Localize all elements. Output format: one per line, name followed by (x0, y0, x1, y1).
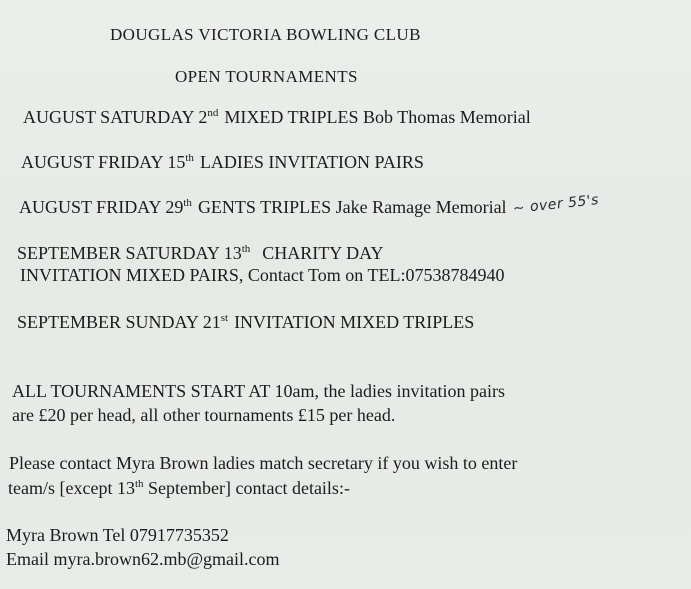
date-ordinal: th (185, 152, 194, 164)
page-subtitle: OPEN TOURNAMENTS (175, 67, 358, 86)
event-item (21, 151, 424, 173)
contact-name-phone: Myra Brown Tel 07917735352 (6, 525, 229, 545)
event-description: INVITATION MIXED TRIPLES (234, 312, 475, 332)
date-ordinal: st (220, 312, 229, 324)
date-ordinal: nd (207, 107, 219, 119)
date-ordinal: th (183, 197, 192, 209)
event-description: GENTS TRIPLES Jake Ramage Memorial (197, 197, 507, 217)
contact-text-prefix: team/s [except 13 (8, 478, 135, 498)
event-date: SEPTEMBER SUNDAY 21 (17, 312, 221, 332)
event-description: MIXED TRIPLES Bob Thomas Memorial (224, 107, 531, 127)
contact-instructions-continued (8, 477, 350, 499)
contact-email: Email myra.brown62.mb@gmail.com (6, 549, 280, 569)
event-description: CHARITY DAY (262, 243, 384, 263)
club-title: DOUGLAS VICTORIA BOWLING CLUB (110, 25, 421, 44)
event-date: AUGUST FRIDAY 29 (19, 197, 184, 217)
event-detail-line: INVITATION MIXED PAIRS, Contact Tom on TEL:07538784940 (20, 265, 505, 285)
date-ordinal: th (241, 243, 251, 255)
event-item (17, 242, 383, 264)
event-item (23, 106, 531, 128)
event-item (19, 192, 600, 220)
event-item (17, 311, 474, 333)
event-date: AUGUST FRIDAY 15 (21, 152, 186, 172)
contact-instructions: Please contact Myra Brown ladies match secretary if you wish to enter (9, 453, 518, 473)
start-time-notice: ALL TOURNAMENTS START AT 10am, the ladies invitation pairs (12, 381, 505, 401)
handwritten-note: ~ over 55's (511, 192, 600, 217)
price-notice: are £20 per head, all other tournaments £15 per head. (12, 405, 396, 425)
event-date: SEPTEMBER SATURDAY 13 (17, 243, 242, 263)
event-description: LADIES INVITATION PAIRS (199, 152, 424, 172)
date-ordinal: th (134, 478, 144, 490)
event-date: AUGUST SATURDAY 2 (23, 107, 208, 127)
contact-text-suffix: September] contact details:- (143, 478, 350, 498)
